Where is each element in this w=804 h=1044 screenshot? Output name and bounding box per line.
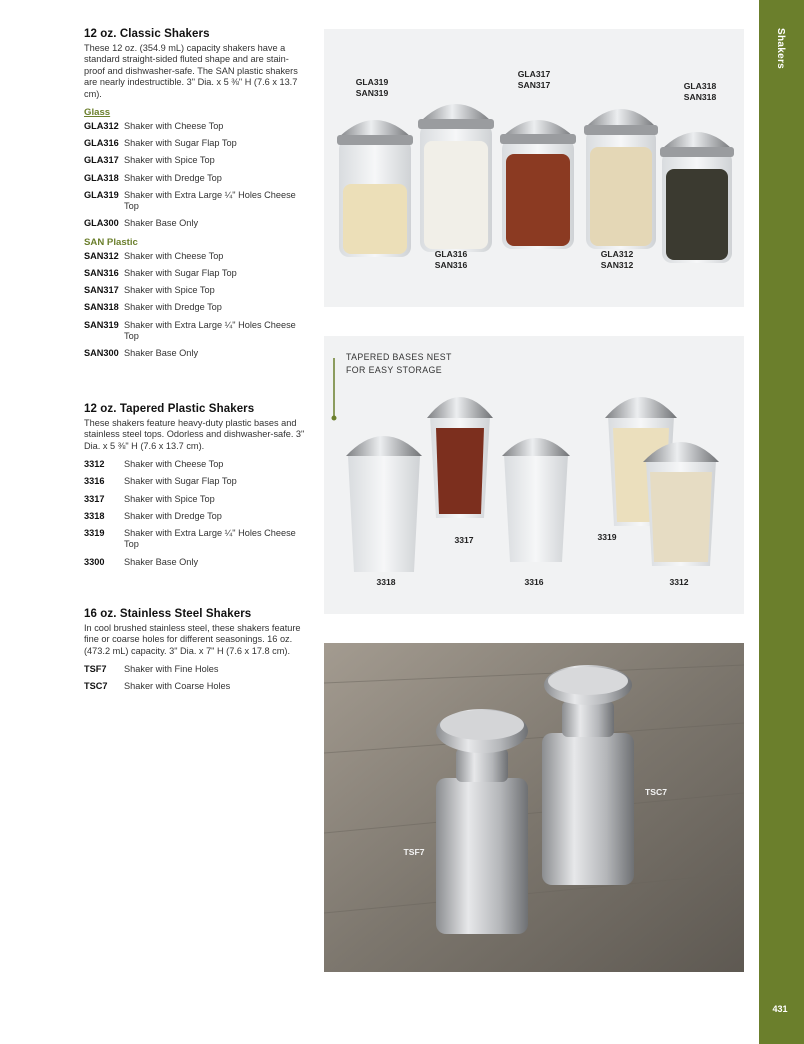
item-desc: Shaker with Extra Large ¼" Holes Cheese Top <box>124 528 296 550</box>
item-code: SAN317 <box>84 285 119 296</box>
list-item <box>84 528 309 551</box>
item-code: GLA300 <box>84 218 119 229</box>
label-line: SAN318 <box>683 91 717 102</box>
section-description: In cool brushed stainless steel, these shakers feature fine or coarse holes for different seasonings. 16 oz. (473.2 mL) capacity. 3" Dia. x 7" H (7.6 x 17.8 cm). <box>84 623 301 656</box>
item-desc: Shaker with Cheese Top <box>124 250 224 261</box>
item-code: SAN312 <box>84 250 119 261</box>
list-item <box>84 459 309 470</box>
photo-label <box>504 69 564 90</box>
section-classic-shakers <box>84 28 309 365</box>
shaker-jar <box>502 438 570 562</box>
photo-label <box>421 249 481 270</box>
item-desc: Shaker with Sugar Flap Top <box>124 268 237 279</box>
list-item <box>84 173 309 184</box>
list-item <box>84 302 309 313</box>
photo-label: 3317 <box>454 535 474 545</box>
glass-heading: Glass <box>84 107 111 119</box>
list-item <box>84 557 309 568</box>
item-desc: Shaker with Spice Top <box>124 285 215 296</box>
item-code: TSF7 <box>84 664 107 675</box>
list-item <box>84 251 309 262</box>
glass-item-list <box>84 121 309 230</box>
list-item <box>84 681 309 692</box>
item-code: GLA319 <box>84 189 119 200</box>
tapered-shakers-illustration <box>324 336 744 614</box>
label-line: SAN317 <box>517 79 551 90</box>
section-stainless-shakers <box>84 608 309 699</box>
item-desc: Shaker with Spice Top <box>124 493 215 504</box>
item-code: SAN316 <box>84 268 119 279</box>
label-line: GLA318 <box>683 81 717 91</box>
label-line: GLA312 <box>600 249 634 259</box>
photo-label: 3318 <box>376 577 396 587</box>
list-item <box>84 155 309 166</box>
shaker-jar <box>584 109 658 249</box>
list-item <box>84 494 309 505</box>
shaker-jar <box>346 436 422 572</box>
item-desc: Shaker with Dredge Top <box>124 302 222 313</box>
tapered-shakers-photo <box>324 336 744 614</box>
photo-label: 3312 <box>669 577 689 587</box>
stainless-item-list <box>84 664 309 693</box>
list-item <box>84 218 309 229</box>
item-desc: Shaker with Dredge Top <box>124 510 222 521</box>
shaker-jar <box>337 120 413 257</box>
item-code: SAN300 <box>84 348 119 359</box>
steel-shaker <box>436 709 528 934</box>
photo-label: 3319 <box>597 532 617 542</box>
shaker-jar <box>427 397 493 518</box>
side-tab <box>759 0 804 1044</box>
label-line: SAN312 <box>600 259 634 270</box>
shaker-jar <box>643 442 719 566</box>
label-line: GLA319 <box>355 77 389 87</box>
tapered-item-list <box>84 459 309 568</box>
list-item <box>84 190 309 213</box>
item-desc: Shaker with Coarse Holes <box>124 681 231 692</box>
photo-tagline <box>346 351 452 376</box>
shaker-jar <box>660 132 734 263</box>
section-description: These 12 oz. (354.9 mL) capacity shakers have a standard straight-sided fluted shape and are stain-proof and dishwasher-safe. The SAN plastic shakers are nearly indestructible. 3" Dia. x 5 ⅜" H (7.6 x 13.7 cm). <box>84 43 298 99</box>
stainless-shakers-illustration <box>324 643 744 972</box>
list-item <box>84 320 309 343</box>
item-code: 3318 <box>84 510 105 521</box>
list-item <box>84 138 309 149</box>
section-title: 12 oz. Tapered Plastic Shakers <box>84 403 255 415</box>
item-desc: Shaker with Extra Large ¼" Holes Cheese Top <box>124 189 296 212</box>
tagline-line: FOR EASY STORAGE <box>346 364 443 375</box>
item-desc: Shaker with Cheese Top <box>124 121 224 132</box>
section-tapered-shakers <box>84 403 309 574</box>
item-desc: Shaker with Cheese Top <box>124 459 224 470</box>
steel-shaker <box>542 665 634 885</box>
label-line: SAN319 <box>355 87 389 98</box>
item-desc: Shaker with Extra Large ¼" Holes Cheese Top <box>124 319 296 342</box>
list-item <box>84 476 309 487</box>
item-code: SAN318 <box>84 302 119 313</box>
shaker-jar <box>500 120 576 249</box>
side-tab-title: Shakers <box>775 28 786 70</box>
list-item <box>84 121 309 132</box>
item-desc: Shaker with Dredge Top <box>124 172 222 183</box>
stainless-shakers-photo <box>324 643 744 972</box>
san-item-list <box>84 251 309 360</box>
section-title: 12 oz. Classic Shakers <box>84 28 210 40</box>
list-item <box>84 511 309 522</box>
section-description: These shakers feature heavy-duty plastic bases and stainless steel tops. Odorless and dishwasher-safe. 3" Dia. x 5 ⅜" H (7.6 x 13.7 cm). <box>84 418 305 451</box>
item-code: GLA316 <box>84 138 119 149</box>
item-desc: Shaker Base Only <box>124 556 199 567</box>
page-number: 431 <box>772 1004 788 1014</box>
item-code: 3312 <box>84 459 105 470</box>
photo-label: TSC7 <box>645 787 667 797</box>
list-item <box>84 268 309 279</box>
item-desc: Shaker with Sugar Flap Top <box>124 476 237 487</box>
photo-label: TSF7 <box>403 847 425 857</box>
item-code: GLA317 <box>84 155 119 166</box>
san-heading: SAN Plastic <box>84 236 138 248</box>
tagline-line: TAPERED BASES NEST <box>346 352 452 362</box>
photo-label <box>342 77 402 98</box>
item-code: SAN319 <box>84 319 119 330</box>
list-item <box>84 285 309 296</box>
item-desc: Shaker with Spice Top <box>124 155 215 166</box>
item-code: GLA318 <box>84 172 119 183</box>
item-code: GLA312 <box>84 121 119 132</box>
label-line: GLA317 <box>517 69 551 79</box>
photo-label <box>587 249 647 270</box>
list-item <box>84 348 309 359</box>
classic-shakers-photo <box>324 29 744 307</box>
item-desc: Shaker with Fine Holes <box>124 664 219 675</box>
photo-label <box>670 81 730 102</box>
list-item <box>84 664 309 675</box>
shaker-jar <box>418 104 494 252</box>
label-line: SAN316 <box>434 259 468 270</box>
section-title: 16 oz. Stainless Steel Shakers <box>84 608 252 620</box>
photo-label: 3316 <box>524 577 544 587</box>
item-code: 3316 <box>84 476 105 487</box>
item-desc: Shaker Base Only <box>124 218 199 229</box>
item-code: TSC7 <box>84 681 108 692</box>
item-desc: Shaker Base Only <box>124 348 199 359</box>
item-desc: Shaker with Sugar Flap Top <box>124 138 237 149</box>
label-line: GLA316 <box>434 249 468 259</box>
item-code: 3319 <box>84 528 105 539</box>
item-code: 3317 <box>84 493 105 504</box>
item-code: 3300 <box>84 556 105 567</box>
